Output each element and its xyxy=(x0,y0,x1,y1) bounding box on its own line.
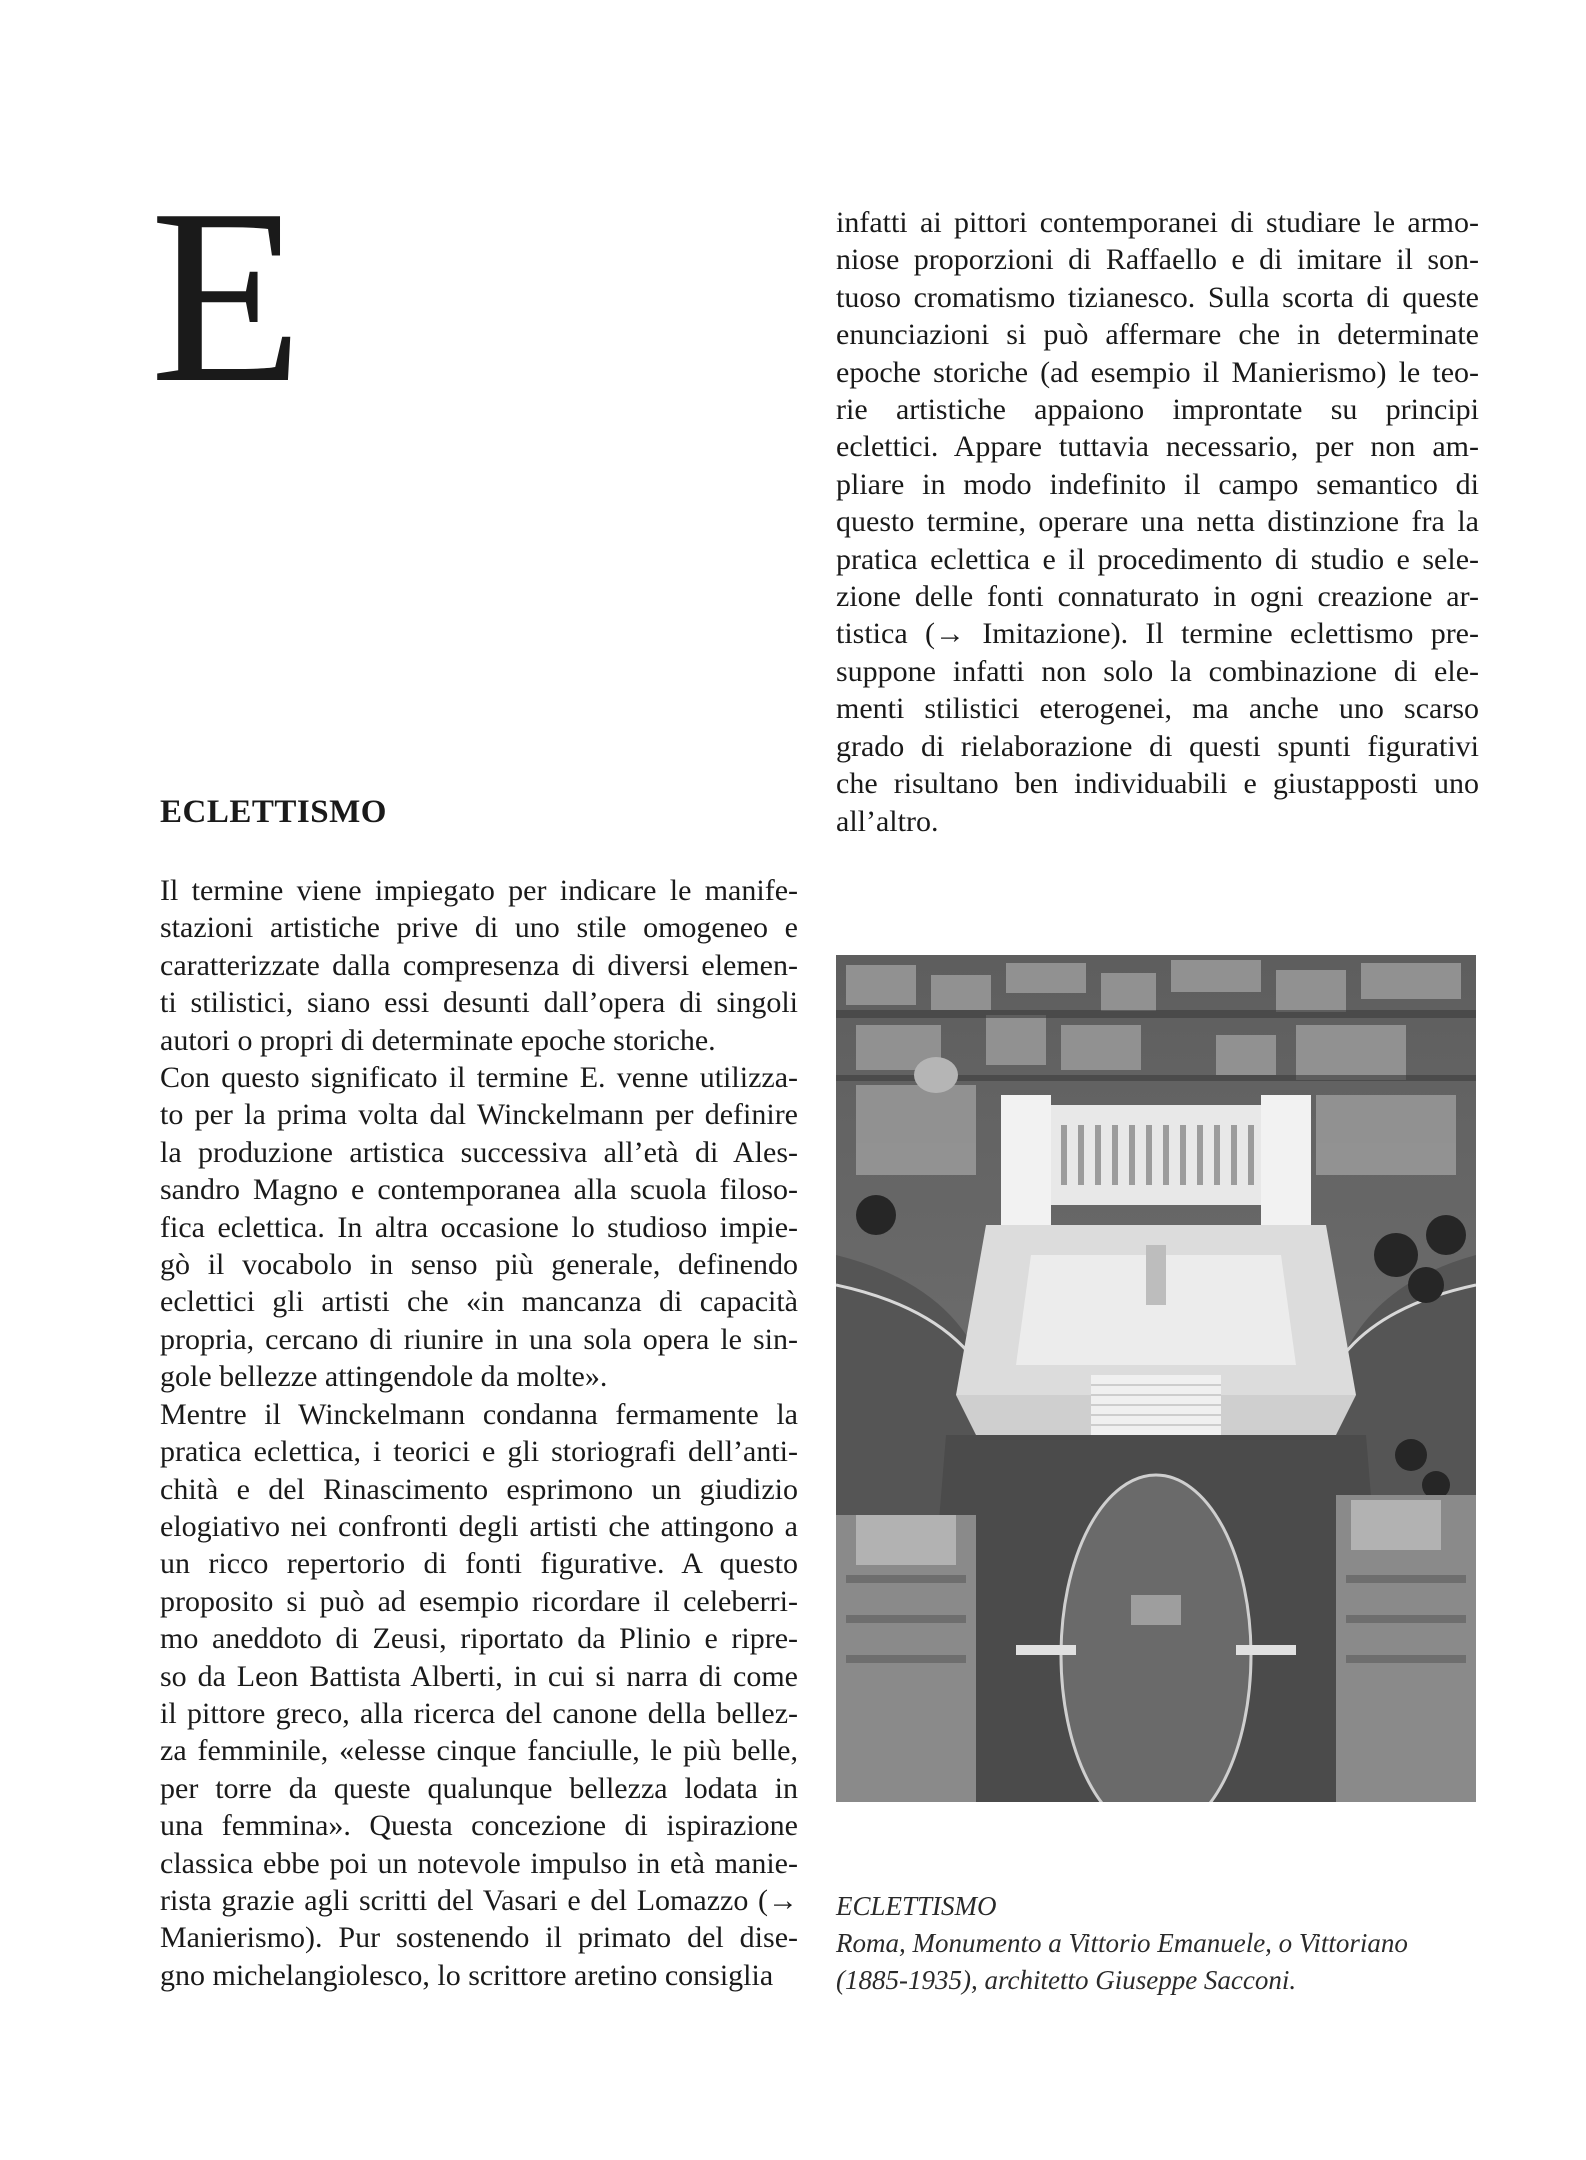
photo-illustration xyxy=(836,955,1476,1802)
caption-line-2: (1885-1935), architetto Giuseppe Sacconi. xyxy=(836,1965,1297,1995)
text-line: Manierismo). Pur sostenendo il primato del dise- xyxy=(160,1921,798,1955)
text-line: chità e del Rinascimento esprimono un giudizio xyxy=(160,1472,798,1506)
text-line: niose proporzioni di Raffaello e di imitare il son- xyxy=(836,243,1479,277)
text-line: propria, cercano di riunire in una sola opera le sin- xyxy=(160,1322,798,1356)
text-line: elogiativo nei confronti degli artisti che attingono a xyxy=(160,1509,798,1543)
text-line: classica ebbe poi un notevole impulso in età manie- xyxy=(160,1846,798,1880)
text-line: sandro Magno e contemporanea alla scuola filoso- xyxy=(160,1173,798,1207)
body-text-left-column xyxy=(160,872,798,1994)
text-line: autori o propri di determinate epoche storiche. xyxy=(160,1023,716,1057)
text-line: to per la prima volta dal Winckelmann per definire xyxy=(160,1098,798,1132)
text-line: una femmina». Questa concezione di ispirazione xyxy=(160,1809,798,1843)
text-line: pratica eclettica, i teorici e gli storiografi dell’anti- xyxy=(160,1435,798,1469)
text-line: ti stilistici, siano essi desunti dall’opera di singoli xyxy=(160,986,798,1020)
text-line: il pittore greco, alla ricerca del canone della bellez- xyxy=(160,1696,798,1730)
figure-caption xyxy=(836,1888,1496,1999)
text-line: gò il vocabolo in senso più generale, definendo xyxy=(160,1248,798,1282)
text-line: enunciazioni si può affermare che in determinate xyxy=(836,318,1479,352)
caption-line-1: Roma, Monumento a Vittorio Emanuele, o Vittoriano xyxy=(836,1928,1408,1958)
text-line: za femminile, «elesse cinque fanciulle, le più belle, xyxy=(160,1734,798,1768)
entry-title: ECLETTISMO xyxy=(160,794,387,830)
text-line: stazioni artistiche prive di uno stile omogeneo e xyxy=(160,911,798,945)
text-line: mo aneddoto di Zeusi, riportato da Plinio e ripre- xyxy=(160,1622,798,1656)
text-line: grado di rielaborazione di questi spunti figurativi xyxy=(836,729,1479,763)
text-line: epoche storiche (ad esempio il Manierismo) le teo- xyxy=(836,355,1479,389)
body-text-right-column xyxy=(836,204,1479,840)
text-line: gno michelangiolesco, lo scrittore aretino consiglia xyxy=(160,1958,774,1992)
text-line: pliare in modo indefinito il campo semantico di xyxy=(836,467,1479,501)
text-line: fica eclettica. In altra occasione lo studioso impie- xyxy=(160,1210,798,1244)
text-line: Il termine viene impiegato per indicare le manife- xyxy=(160,874,798,907)
text-line: un ricco repertorio di fonti figurative. A questo xyxy=(160,1547,798,1581)
text-line: tuoso cromatismo tizianesco. Sulla scorta di queste xyxy=(836,280,1479,314)
text-line: gole bellezze attingendole da molte». xyxy=(160,1360,608,1394)
text-line: proposito si può ad esempio ricordare il celeberri- xyxy=(160,1584,798,1618)
caption-title: ECLETTISMO xyxy=(836,1891,997,1921)
text-line: rista grazie agli scritti del Vasari e del Lomazzo (→ xyxy=(160,1883,798,1917)
text-line: rie artistiche appaiono improntate su principi xyxy=(836,393,1479,427)
initial-letter: E xyxy=(150,158,303,435)
text-line: menti stilistici eterogenei, ma anche uno scarso xyxy=(836,692,1479,726)
text-line: so da Leon Battista Alberti, in cui si narra di come xyxy=(160,1659,798,1693)
text-line: Mentre il Winckelmann condanna fermamente la xyxy=(160,1397,798,1431)
text-line: pratica eclettica e il procedimento di studio e sele- xyxy=(836,542,1479,576)
text-line: eclettici gli artisti che «in mancanza di capacità xyxy=(160,1285,798,1319)
text-line: la produzione artistica successiva all’età di Ales- xyxy=(160,1135,798,1169)
text-line: zione delle fonti connaturato in ogni creazione ar- xyxy=(836,580,1479,614)
text-line: tistica (→ Imitazione). Il termine eclettismo pre- xyxy=(836,617,1479,651)
text-line: Con questo significato il termine E. venne utilizza- xyxy=(160,1061,798,1095)
vittoriano-aerial-photo xyxy=(836,955,1476,1802)
text-line: che risultano ben individuabili e giustapposti uno xyxy=(836,767,1479,801)
text-line: per torre da queste qualunque bellezza lodata in xyxy=(160,1771,798,1805)
text-line: all’altro. xyxy=(836,804,939,838)
text-line: questo termine, operare una netta distinzione fra la xyxy=(836,505,1479,539)
text-line: caratterizzate dalla compresenza di diversi elemen- xyxy=(160,948,798,982)
text-line: suppone infatti non solo la combinazione di ele- xyxy=(836,654,1479,688)
text-line: eclettici. Appare tuttavia necessario, per non am- xyxy=(836,430,1479,464)
text-line: infatti ai pittori contemporanei di studiare le armo- xyxy=(836,206,1479,239)
